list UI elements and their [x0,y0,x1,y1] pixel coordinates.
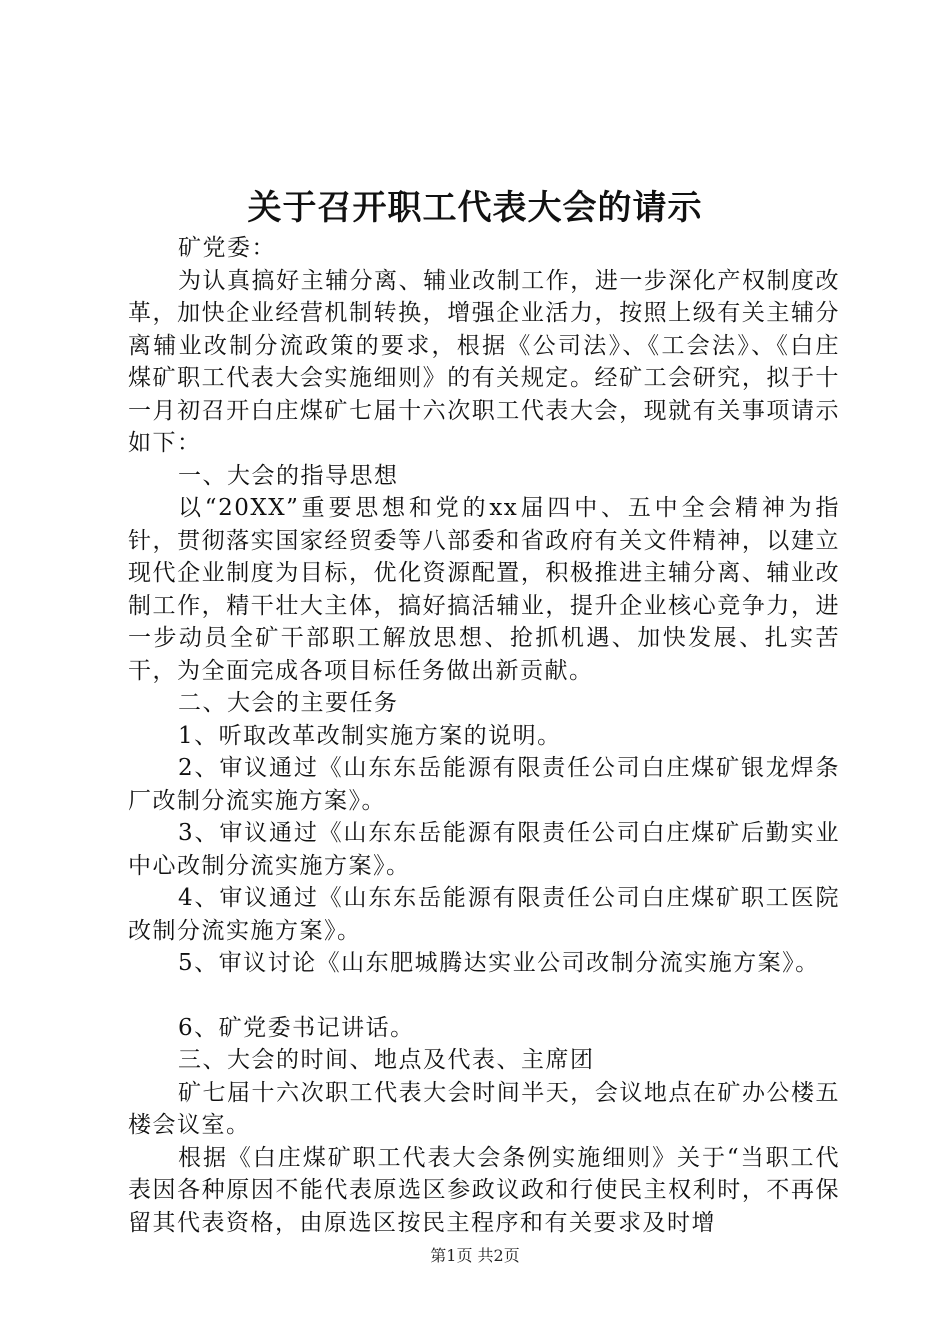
delegate-rule-paragraph: 根据《白庄煤矿职工代表大会条例实施细则》关于“当职工代表因各种原因不能代表原选区参政议政和行使民主权利时，不再保留其代表资格，由原选区按民主程序和有关要求及时增 [128,1144,840,1236]
page-number: 第1页 共2页 [430,1246,520,1265]
intro-paragraph: 为认真搞好主辅分离、辅业改制工作，进一步深化产权制度改革，加快企业经营机制转换，增强企业活力，按照上级有关主辅分离辅业改制分流政策的要求，根据《公司法》、《工会法》、《白庄煤矿职工代表大会实施细则》的有关规定。经矿工会研究，拟于十一月初召开白庄煤矿七届十六次职工代表大会，现就有关事项请示如下： [128,267,840,456]
meeting-time-place-paragraph: 矿七届十六次职工代表大会时间半天，会议地点在矿办公楼五楼会议室。 [128,1079,840,1138]
section-heading-2: 二、大会的主要任务 [178,690,399,716]
section-heading-3: 三、大会的时间、地点及代表、主席团 [178,1047,595,1073]
task-item-4: 4、审议通过《山东东岳能源有限责任公司白庄煤矿职工医院改制分流实施方案》。 [128,885,840,944]
guiding-thought-paragraph: 以“20XX”重要思想和党的xx届四中、五中全会精神为指针，贯彻落实国家经贸委等八部委和省政府有关文件精神，以建立现代企业制度为目标，优化资源配置，积极推进主辅分离、辅业改制工作，精干壮大主体，搞好搞活辅业，提升企业核心竞争力，进一步动员全矿干部职工解放思想、抢抓机遇、加快发展、扎实苦干，为全面完成各项目标任务做出新贡献。 [128,495,840,684]
task-item-1: 1、听取改革改制实施方案的说明。 [178,722,562,749]
task-item-6: 6、矿党委书记讲话。 [178,1014,415,1041]
section-heading-1: 一、大会的指导思想 [178,462,399,489]
document-body [128,232,840,1239]
salutation: 矿党委： [178,235,276,261]
task-item-5: 5、审议讨论《山东肥城腾达实业公司改制分流实施方案》。 [178,950,820,976]
task-item-2: 2、审议通过《山东东岳能源有限责任公司白庄煤矿银龙焊条厂改制分流实施方案》。 [128,755,840,814]
document-title: 关于召开职工代表大会的请示 [247,188,703,228]
task-item-3: 3、审议通过《山东东岳能源有限责任公司白庄煤矿后勤实业中心改制分流实施方案》。 [128,820,840,879]
